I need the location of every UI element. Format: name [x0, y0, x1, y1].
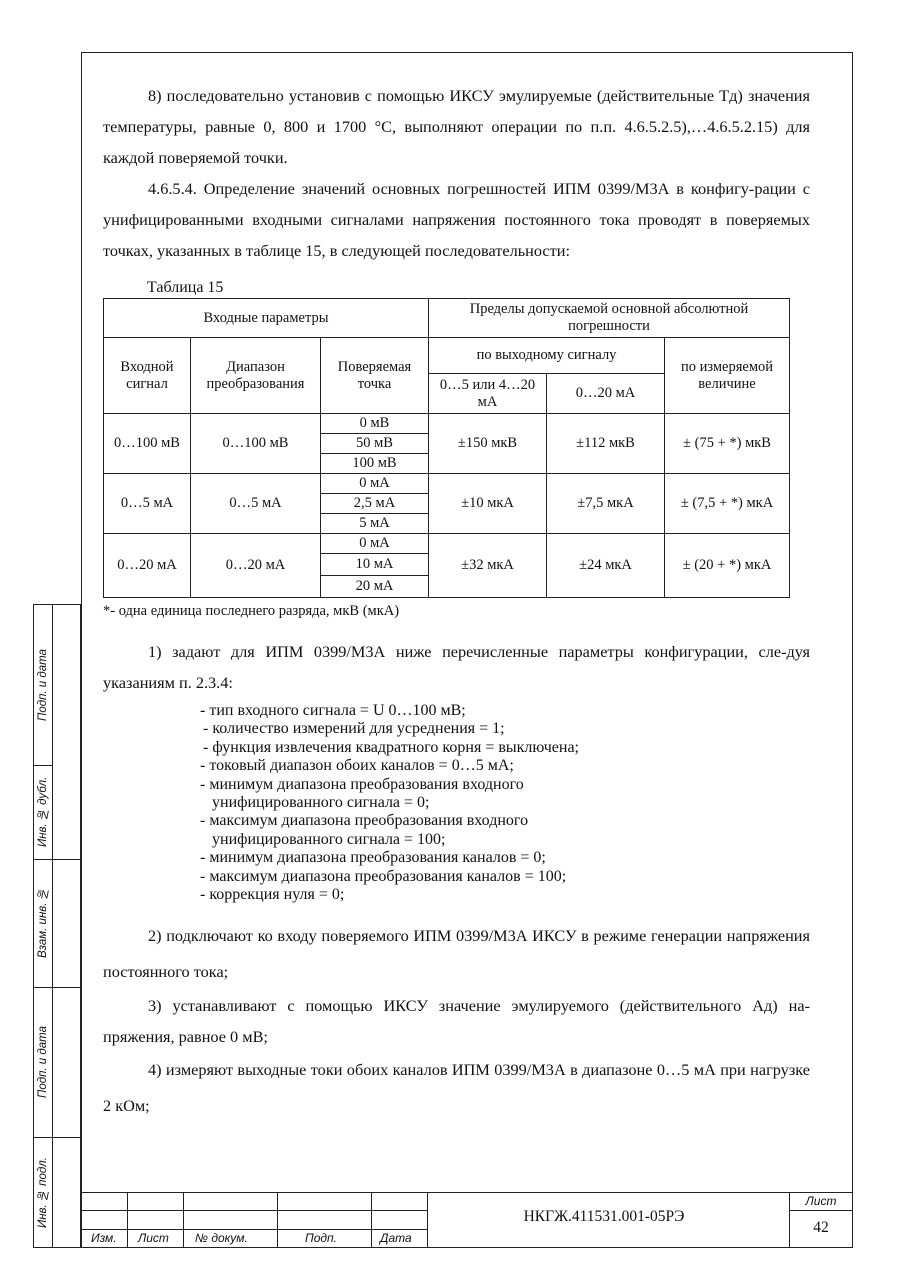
step-2: 2) подключают ко входу поверяемого ИПМ 0399/М3А ИКСУ в режиме генерации напряжения постоянного тока;: [103, 926, 810, 982]
cell-error-out1: ±10 мкА: [429, 474, 547, 534]
cell-error-measured: ± (20 + *) мкА: [665, 534, 790, 598]
cell-signal: 0…20 мА: [104, 534, 191, 598]
cell-error-out2: ±112 мкВ: [547, 414, 665, 474]
sheet-number: 42: [813, 1219, 829, 1236]
param-line: - количество измерений для усреднения = 1;: [203, 720, 505, 738]
side-label-sign-date-2: Подп. и дата: [37, 1026, 49, 1098]
param-line: - минимум диапазона преобразования каналов = 0;: [200, 849, 546, 867]
cell-point: 10 мА: [321, 554, 429, 576]
param-line: - функция извлечения квадратного корня = выключена;: [203, 738, 579, 756]
tb-izm: Изм.: [91, 1231, 117, 1245]
param-line: унифицированного сигнала = 0;: [212, 794, 430, 812]
side-label-dup-inv: Инв. № дубл.: [37, 776, 49, 848]
table-caption: Таблица 15: [147, 279, 224, 296]
param-line: - максимум диапазона преобразования каналов = 100;: [200, 867, 567, 885]
step-3: 3) устанавливают с помощью ИКСУ значение эмулируемого (действительного Ад) на-пряжения, равное 0 мВ;: [103, 996, 810, 1047]
paragraph-4-6-5-4: 4.6.5.4. Определение значений основных погрешностей ИПМ 0399/М3А в конфигу-рации с унифицированными входными сигналами напряжения постоянного тока проводят в поверяемых точках, указанных в таблице 15, в следующей последовательности:: [103, 179, 810, 260]
param-line: - максимум диапазона преобразования входного: [200, 812, 529, 830]
cell-point: 0 мА: [321, 534, 429, 554]
cell-error-out1: ±32 мкА: [429, 534, 547, 598]
header-input-params: Входные параметры: [104, 299, 429, 338]
cell-point: 5 мА: [321, 514, 429, 534]
cell-signal: 0…100 мВ: [104, 414, 191, 474]
cell-error-out1: ±150 мкВ: [429, 414, 547, 474]
step-1: 1) задают для ИПМ 0399/М3А ниже перечисленные параметры конфигурации, сле-дуя указаниям п. 2.3.4:: [103, 642, 810, 692]
tb-list: Лист: [138, 1231, 169, 1245]
header-out-0-5-4-20: 0…5 или 4…20 мА: [429, 374, 547, 414]
tb-dokum: № докум.: [195, 1231, 248, 1245]
cell-point: 50 мВ: [321, 434, 429, 454]
side-margin-table: [33, 604, 81, 1248]
step-4: 4) измеряют выходные токи обоих каналов ИПМ 0399/М3А в диапазоне 0…5 мА при нагрузке 2 кОм;: [103, 1060, 810, 1116]
tb-data: Дата: [380, 1231, 412, 1245]
cell-error-out2: ±7,5 мкА: [547, 474, 665, 534]
header-by-output: по выходному сигналу: [429, 338, 665, 374]
cell-point: 0 мВ: [321, 414, 429, 434]
param-line: - токовый диапазон обоих каналов = 0…5 мА;: [200, 757, 514, 775]
cell-point: 0 мА: [321, 474, 429, 494]
table-footnote: *- одна единица последнего разряда, мкВ (мкА): [103, 603, 400, 619]
header-by-measured: по измеряемой величине: [665, 338, 790, 414]
cell-range: 0…5 мА: [191, 474, 321, 534]
cell-error-measured: ± (75 + *) мкВ: [665, 414, 790, 474]
tb-podp: Подп.: [305, 1231, 337, 1245]
cell-point: 2,5 мА: [321, 494, 429, 514]
cell-signal: 0…5 мА: [104, 474, 191, 534]
paragraph-item-8: 8) последовательно установив с помощью ИКСУ эмулируемые (действительные Tд) значения температуры, равные 0, 800 и 1700 °С, выполняют операции по п.п. 4.6.5.2.5),…4.6.5.2.15) для каждой поверяемой точки.: [103, 86, 810, 167]
cell-range: 0…100 мВ: [191, 414, 321, 474]
document-code: НКГЖ.411531.001-05РЭ: [523, 1208, 685, 1225]
cell-error-measured: ± (7,5 + *) мкА: [665, 474, 790, 534]
param-line: - тип входного сигнала = U 0…100 мВ;: [200, 702, 466, 719]
header-limits: Пределы допускаемой основной абсолютной погрешности: [429, 299, 790, 338]
header-range: Диапазон преобразования: [191, 338, 321, 414]
header-input-signal: Входной сигнал: [104, 338, 191, 414]
param-line: - коррекция нуля = 0;: [200, 886, 345, 904]
header-out-0-20: 0…20 мА: [547, 374, 665, 414]
side-label-replace-inv: Взам. инв. №: [37, 887, 49, 959]
table-15: [103, 298, 790, 598]
page-content: [103, 80, 810, 1124]
title-block: [81, 1192, 853, 1248]
config-params-list: [200, 702, 810, 904]
cell-point: 20 мА: [321, 576, 429, 598]
cell-point: 100 мВ: [321, 454, 429, 474]
side-label-orig-inv: Инв. № подл.: [37, 1157, 49, 1229]
header-point: Поверяемая точка: [321, 338, 429, 414]
param-line: унифицированного сигнала = 100;: [212, 830, 446, 848]
side-label-sign-date: Подп. и дата: [37, 649, 49, 721]
param-line: - минимум диапазона преобразования входного: [200, 775, 524, 793]
cell-error-out2: ±24 мкА: [547, 534, 665, 598]
sheet-label: Лист: [805, 1194, 837, 1208]
cell-range: 0…20 мА: [191, 534, 321, 598]
